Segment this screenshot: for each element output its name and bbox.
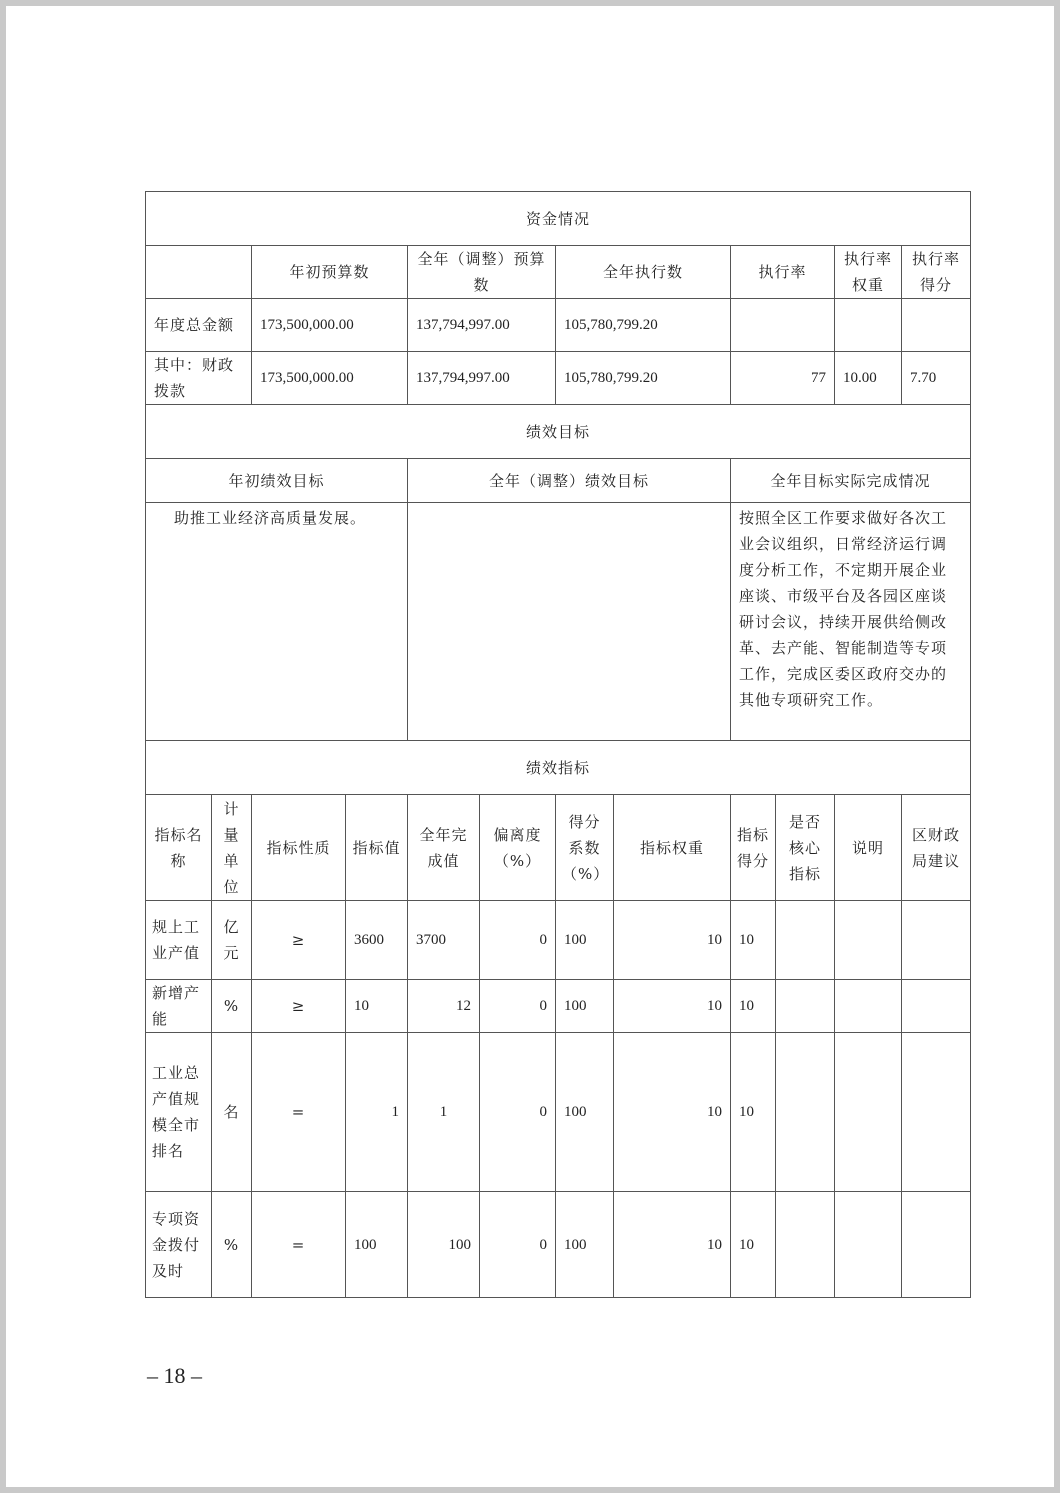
ind-header-unit: 计量单位 — [212, 795, 252, 901]
funds-header-adjusted: 全年（调整）预算数 — [408, 246, 556, 299]
funds-header-rate: 执行率 — [731, 246, 835, 299]
performance-table — [145, 191, 971, 1298]
ind-coef: 100 — [556, 1192, 614, 1298]
ind-header-nature: 指标性质 — [252, 795, 346, 901]
ind-nature: = — [252, 1192, 346, 1298]
table-row — [146, 980, 971, 1033]
ind-unit: 名 — [212, 1033, 252, 1192]
funds-score-value: 7.70 — [902, 352, 971, 405]
ind-note — [835, 1192, 902, 1298]
ind-name: 专项资金拨付及时 — [146, 1192, 212, 1298]
ind-header-name: 指标名称 — [146, 795, 212, 901]
ind-unit: % — [212, 1192, 252, 1298]
ind-actual: 12 — [408, 980, 480, 1033]
funds-row-label: 其中：财政拨款 — [146, 352, 252, 405]
ind-coef: 100 — [556, 1033, 614, 1192]
indicators-section-title: 绩效指标 — [146, 741, 971, 795]
ind-target: 3600 — [346, 901, 408, 980]
ind-target: 10 — [346, 980, 408, 1033]
funds-rate-value: 77 — [731, 352, 835, 405]
ind-advice — [902, 1192, 971, 1298]
ind-deviation: 0 — [480, 901, 556, 980]
ind-header-coef: 得分系数（%） — [556, 795, 614, 901]
ind-header-score: 指标得分 — [731, 795, 776, 901]
ind-name: 规上工业产值 — [146, 901, 212, 980]
funds-rate-value — [731, 299, 835, 352]
goals-actual-text: 按照全区工作要求做好各次工业会议组织，日常经济运行调度分析工作，不定期开展企业座谈、市级平台及各园区座谈研讨会议，持续开展供给侧改革、去产能、智能制造等专项工作，完成区委区政府交办的其他专项研究工作。 — [731, 503, 971, 741]
funds-weight-value — [835, 299, 902, 352]
funds-header-executed: 全年执行数 — [556, 246, 731, 299]
ind-header-actual: 全年完成值 — [408, 795, 480, 901]
ind-weight: 10 — [614, 1192, 731, 1298]
ind-core — [776, 1192, 835, 1298]
funds-header-weight: 执行率权重 — [835, 246, 902, 299]
funds-executed-value: 105,780,799.20 — [556, 352, 731, 405]
ind-core — [776, 1033, 835, 1192]
funds-weight-value: 10.00 — [835, 352, 902, 405]
funds-initial-value: 173,500,000.00 — [252, 352, 408, 405]
ind-target: 100 — [346, 1192, 408, 1298]
ind-deviation: 0 — [480, 1192, 556, 1298]
ind-coef: 100 — [556, 901, 614, 980]
funds-adjusted-value: 137,794,997.00 — [408, 299, 556, 352]
ind-actual: 3700 — [408, 901, 480, 980]
document-page — [6, 6, 1054, 1487]
ind-weight: 10 — [614, 901, 731, 980]
ind-advice — [902, 980, 971, 1033]
funds-initial-value: 173,500,000.00 — [252, 299, 408, 352]
goals-section-title: 绩效目标 — [146, 405, 971, 459]
ind-advice — [902, 1033, 971, 1192]
ind-nature: = — [252, 1033, 346, 1192]
page-number: – 18 – — [147, 1363, 202, 1388]
ind-header-core: 是否核心指标 — [776, 795, 835, 901]
funds-section-title: 资金情况 — [146, 192, 971, 246]
goals-header-actual: 全年目标实际完成情况 — [731, 459, 971, 503]
goals-adjusted-text — [408, 503, 731, 741]
ind-core — [776, 980, 835, 1033]
ind-header-weight: 指标权重 — [614, 795, 731, 901]
ind-name: 新增产能 — [146, 980, 212, 1033]
ind-unit: % — [212, 980, 252, 1033]
goals-header-initial: 年初绩效目标 — [146, 459, 408, 503]
ind-weight: 10 — [614, 1033, 731, 1192]
ind-weight: 10 — [614, 980, 731, 1033]
ind-note — [835, 980, 902, 1033]
funds-row-total — [146, 299, 971, 352]
ind-header-deviation: 偏离度（%） — [480, 795, 556, 901]
funds-executed-value: 105,780,799.20 — [556, 299, 731, 352]
ind-nature: ≥ — [252, 901, 346, 980]
table-row — [146, 1033, 971, 1192]
goals-initial-text: 助推工业经济高质量发展。 — [146, 503, 408, 741]
ind-name: 工业总产值规模全市排名 — [146, 1033, 212, 1192]
ind-note — [835, 901, 902, 980]
ind-score: 10 — [731, 1033, 776, 1192]
ind-header-target: 指标值 — [346, 795, 408, 901]
ind-nature: ≥ — [252, 980, 346, 1033]
ind-score: 10 — [731, 1192, 776, 1298]
funds-row-fiscal — [146, 352, 971, 405]
funds-header-blank — [146, 246, 252, 299]
ind-deviation: 0 — [480, 980, 556, 1033]
ind-header-note: 说明 — [835, 795, 902, 901]
ind-unit: 亿元 — [212, 901, 252, 980]
funds-header-score: 执行率得分 — [902, 246, 971, 299]
funds-score-value — [902, 299, 971, 352]
ind-deviation: 0 — [480, 1033, 556, 1192]
funds-header-initial: 年初预算数 — [252, 246, 408, 299]
ind-actual: 1 — [408, 1033, 480, 1192]
ind-core — [776, 901, 835, 980]
ind-actual: 100 — [408, 1192, 480, 1298]
ind-note — [835, 1033, 902, 1192]
table-row — [146, 1192, 971, 1298]
ind-coef: 100 — [556, 980, 614, 1033]
funds-row-label: 年度总金额 — [146, 299, 252, 352]
funds-adjusted-value: 137,794,997.00 — [408, 352, 556, 405]
ind-score: 10 — [731, 980, 776, 1033]
ind-score: 10 — [731, 901, 776, 980]
goals-header-adjusted: 全年（调整）绩效目标 — [408, 459, 731, 503]
ind-target: 1 — [346, 1033, 408, 1192]
ind-advice — [902, 901, 971, 980]
ind-header-advice: 区财政局建议 — [902, 795, 971, 901]
table-row — [146, 901, 971, 980]
